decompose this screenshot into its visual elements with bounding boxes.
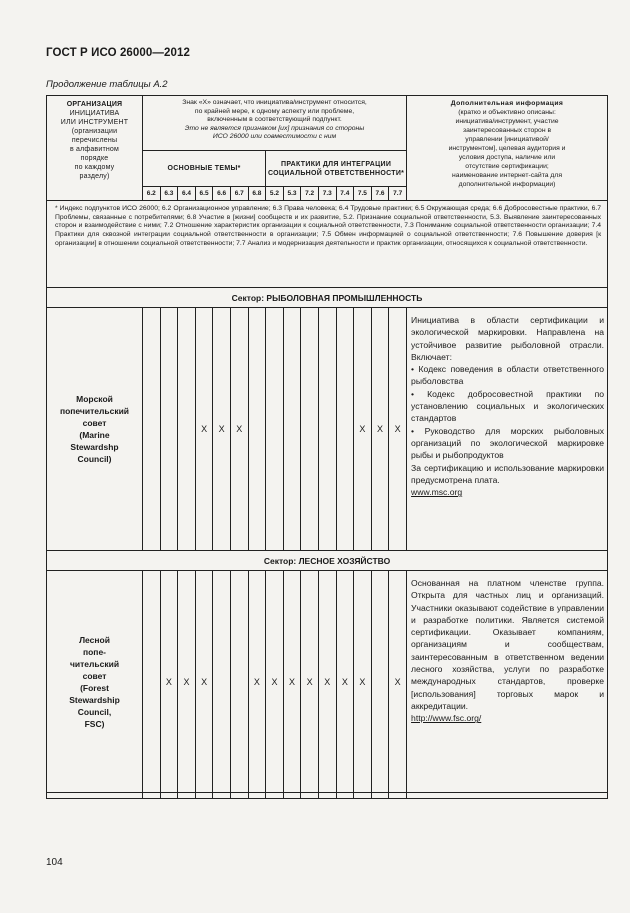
clause-code: 5.2 (266, 187, 284, 201)
org-column-line: ИЛИ ИНСТРУМЕНТ (60, 119, 129, 126)
org-name-line: FSC) (84, 718, 105, 729)
addinfo-line: условия доступа, наличие или (458, 154, 556, 161)
org-column-line: разделу) (79, 173, 110, 180)
org-column-line: в алфавитном (69, 146, 120, 153)
org-name-line: Council, (77, 706, 112, 717)
table-tail-cell (389, 793, 407, 799)
mark-cell (143, 308, 161, 551)
mark-cell (336, 308, 354, 551)
org-column-line: по каждому (74, 164, 115, 171)
table-tail-cell (143, 793, 161, 799)
clause-code: 7.7 (389, 187, 407, 201)
info-bullet: • Кодекс поведения в области ответственного рыболовства (411, 364, 605, 387)
additional-info-msc (407, 308, 608, 551)
org-name-line: Лесной (79, 634, 110, 645)
mark-cell: X (371, 308, 389, 551)
info-paragraph: За сертификацию и использование маркировки предусмотрена плата. (411, 462, 605, 485)
sector-heading-fishing: Сектор: РЫБОЛОВНАЯ ПРОМЫШЛЕННОСТЬ (47, 288, 608, 308)
org-name-line: Council) (77, 454, 112, 464)
legend-line: по крайней мере, к одному аспекту или проблеме, (194, 107, 355, 115)
clause-code: 7.2 (301, 187, 319, 201)
table-tail-cell (160, 793, 178, 799)
mark-cell: X (248, 571, 266, 793)
table-tail-cell (266, 793, 284, 799)
table-tail-cell (283, 793, 301, 799)
table-tail-cell (230, 793, 248, 799)
org-name-line: Stewardship (69, 694, 120, 705)
organization-name-msc (47, 308, 143, 551)
clause-code: 7.6 (371, 187, 389, 201)
organization-column-header (47, 96, 143, 201)
org-name-line: (Marine (79, 430, 110, 440)
addinfo-line: (кратко и объективно описаны: (458, 109, 556, 116)
mark-cell: X (195, 308, 213, 551)
mark-cell (248, 308, 266, 551)
table-tail-cell (47, 793, 143, 799)
table-tail-cell (213, 793, 231, 799)
info-paragraph: Основанная на платном членстве группа. Открыта для частных лиц и организаций. Участники оказывают содействие в управлении и разработке политики. Является системой сертификации. Оказывает компаниям, организациям и сообществам, заинтересованным в ответственном ведении лесного хозяйства, услуги по разработке международных стандартов, проверке [использования] торговых марок и аккредитации. (411, 578, 605, 711)
website-link[interactable]: http://www.fsc.org/ (411, 713, 482, 724)
mark-cell (318, 308, 336, 551)
mark-cell: X (354, 571, 372, 793)
x-mark-legend (143, 96, 407, 151)
mark-cell: X (389, 308, 407, 551)
addinfo-line: наименование интернет-сайта для (452, 172, 563, 179)
table-continuation-caption: Продолжение таблицы А.2 (46, 79, 168, 90)
legend-line-italic: ИСО 26000 или совместимости с ним (212, 133, 337, 141)
addinfo-line: управлении [инициативой/ (465, 136, 549, 143)
table-tail-cell (407, 793, 608, 799)
clause-code: 6.4 (178, 187, 196, 201)
mark-cell: X (160, 571, 178, 793)
clause-index-note: * Индекс подпунктов ИСО 26000; 6.2 Организационное управление; 6.3 Права человека; 6.4 Трудовые практики; 6.5 Окружающая среда; 6.6 Добросовестные практики, 6.7 Проблемы, связанные с потребителями; 6.8 Участие в [жизни] сообществ и их развитие, 5.2. Признание социальной ответственности, 5.3. Выявление заинтересованных сторон и взаимодействие с ними; 7.2 Отношение характеристик организации к социальной ответственности, 7.3 Понимание социальной ответственности организации; 7.4 Практики для сквозной интеграции социальной ответственности в организации; 7.5 Обмен информацией о социальной ответственности; 7.6 Повышение доверия [к организации] в отношении социальной ответственности; 7.7 Анализ и модернизация деятельности и практик организации, относящихся к социальной ответственности. (47, 201, 608, 288)
table-tail-cell (371, 793, 389, 799)
info-bullet: • Кодекс добросовестной практики по установлению социальных и экологических стандартов (411, 388, 605, 424)
addinfo-line: заинтересованных сторон в (462, 127, 552, 134)
table-tail-cell (354, 793, 372, 799)
mark-cell (143, 571, 161, 793)
table-tail-cell (195, 793, 213, 799)
org-name-line: Stewardshp (70, 442, 119, 452)
mark-cell: X (283, 571, 301, 793)
addinfo-title: Дополнительная информация (450, 100, 564, 107)
legend-line-italic: Это не является признаком [их] признания со стороны (184, 124, 365, 132)
mark-cell: X (195, 571, 213, 793)
mark-cell (266, 308, 284, 551)
mark-cell: X (266, 571, 284, 793)
clause-code: 6.6 (213, 187, 231, 201)
clause-code: 7.3 (318, 187, 336, 201)
organization-name-fsc (47, 571, 143, 793)
mark-cell (178, 308, 196, 551)
clause-code: 6.3 (160, 187, 178, 201)
table-tail-cell (178, 793, 196, 799)
mark-cell (160, 308, 178, 551)
org-name-line: чительский (69, 658, 120, 669)
mark-cell (213, 571, 231, 793)
clause-code: 7.4 (336, 187, 354, 201)
page-number: 104 (46, 857, 63, 868)
info-paragraph: Инициатива в области сертификации и экологической маркировки. Направлена на устойчивое развитие рыболовной отрасли. Включает: (411, 315, 605, 362)
mark-cell (283, 308, 301, 551)
website-link[interactable]: www.msc.org (411, 487, 463, 498)
table-tail-cell (318, 793, 336, 799)
clause-code: 6.5 (195, 187, 213, 201)
mark-cell: X (230, 308, 248, 551)
clause-code: 7.5 (354, 187, 372, 201)
addinfo-line: дополнительной информации) (458, 181, 556, 188)
mark-cell: X (301, 571, 319, 793)
initiatives-table (46, 95, 608, 799)
org-name-line: Морской (76, 394, 113, 404)
core-subjects-header: ОСНОВНЫЕ ТЕМЫ* (143, 151, 266, 187)
org-column-line: порядке (80, 155, 109, 162)
info-bullet: • Руководство для морских рыболовных организаций по экологической маркировке рыбы и рыбопродуктов (411, 425, 605, 461)
document-header: ГОСТ Р ИСО 26000—2012 (46, 47, 191, 59)
clause-code: 6.8 (248, 187, 266, 201)
addinfo-line: инструментом], целевая аудитория и (448, 145, 566, 152)
addinfo-line: отсутствие сертификации; (465, 163, 549, 170)
org-name-line: (Forest (80, 682, 109, 693)
mark-cell: X (318, 571, 336, 793)
legend-line: включенным в соответствующий подпункт. (207, 116, 342, 124)
clause-code: 5.3 (283, 187, 301, 201)
org-name-line: попечительский (59, 406, 130, 416)
org-column-line: ИНИЦИАТИВА (69, 110, 120, 117)
mark-cell: X (336, 571, 354, 793)
legend-line: Знак «Х» означает, что инициатива/инструмент относится, (182, 99, 367, 106)
mark-cell: X (178, 571, 196, 793)
org-name-line: совет (82, 418, 107, 428)
sector-heading-forestry: Сектор: ЛЕСНОЕ ХОЗЯЙСТВО (47, 551, 608, 571)
table-tail-cell (301, 793, 319, 799)
additional-info-column-header (407, 96, 608, 201)
org-column-line: перечислены (71, 137, 118, 144)
table-tail-cell (336, 793, 354, 799)
mark-cell: X (389, 571, 407, 793)
org-column-line: (организации (71, 128, 118, 135)
additional-info-fsc (407, 571, 608, 793)
mark-cell: X (354, 308, 372, 551)
integration-practices-header: ПРАКТИКИ ДЛЯ ИНТЕГРАЦИИ СОЦИАЛЬНОЙ ОТВЕТСТВЕННОСТИ* (266, 151, 407, 187)
mark-cell (371, 571, 389, 793)
mark-cell: X (213, 308, 231, 551)
mark-cell (230, 571, 248, 793)
table-tail-cell (248, 793, 266, 799)
org-name-line: попе- (82, 646, 107, 657)
addinfo-line: инициатива/инструмент, участие (455, 118, 559, 125)
clause-code: 6.7 (230, 187, 248, 201)
org-column-title: ОРГАНИЗАЦИЯ (66, 101, 123, 108)
mark-cell (301, 308, 319, 551)
org-name-line: совет (82, 670, 107, 681)
clause-code: 6.2 (143, 187, 161, 201)
